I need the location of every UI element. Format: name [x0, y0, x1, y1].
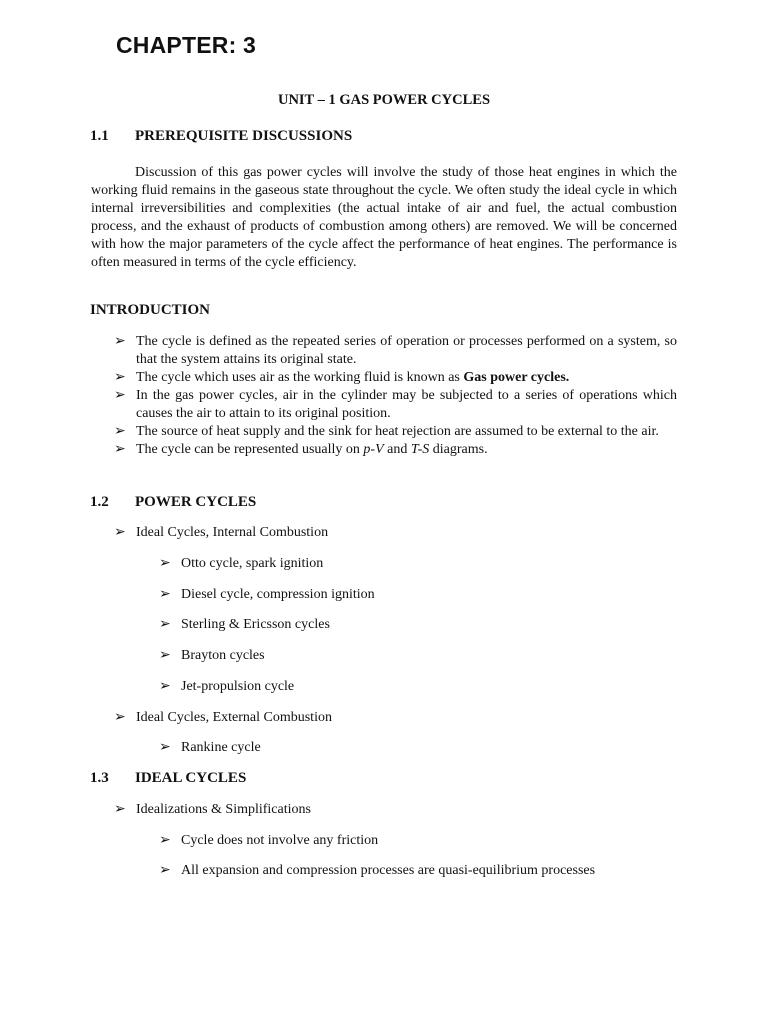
chapter-heading: CHAPTER: 3 — [116, 32, 257, 58]
arrow-bullet-icon: ➢ — [159, 833, 171, 848]
list-item-text: The cycle is defined as the repeated series of operation or processes performed on a system, so that the system attains its original state. — [136, 334, 677, 367]
arrow-bullet-icon: ➢ — [159, 556, 171, 571]
list-item-text: The cycle which uses air as the working fluid is known as — [136, 370, 464, 385]
list-item — [159, 616, 330, 634]
list-item-text: The cycle can be represented usually on — [136, 442, 364, 457]
list-item-text: diagrams. — [429, 442, 488, 457]
section-1-1-heading — [90, 128, 352, 145]
section-1-2-heading — [90, 494, 256, 511]
list-item — [114, 524, 328, 542]
arrow-bullet-icon: ➢ — [114, 424, 126, 439]
section-1-3-heading — [90, 770, 246, 787]
list-item — [114, 801, 311, 819]
arrow-bullet-icon: ➢ — [114, 388, 126, 403]
list-item-text: The source of heat supply and the sink for heat rejection are assumed to be external to the air. — [136, 424, 659, 439]
introduction-list — [114, 333, 677, 459]
arrow-bullet-icon: ➢ — [114, 334, 126, 349]
list-item — [159, 586, 375, 604]
list-item-text: Otto cycle, spark ignition — [181, 556, 324, 571]
list-item — [114, 423, 677, 441]
list-item — [159, 862, 595, 880]
list-item-text: In the gas power cycles, air in the cylinder may be subjected to a series of operations which causes the air to attain to its original position. — [136, 388, 677, 421]
list-item-text: Ideal Cycles, Internal Combustion — [136, 525, 329, 540]
section-number: 1.3 — [90, 770, 109, 786]
arrow-bullet-icon: ➢ — [159, 617, 171, 632]
list-item — [114, 333, 677, 369]
ts-term: T-S — [410, 442, 430, 457]
introduction-heading: INTRODUCTION — [90, 302, 211, 318]
list-item-text: Cycle does not involve any friction — [181, 833, 379, 848]
list-item-text: Diesel cycle, compression ignition — [181, 587, 375, 602]
section-number: 1.1 — [90, 128, 109, 144]
list-item — [159, 555, 323, 573]
list-item-text: Ideal Cycles, External Combustion — [136, 710, 332, 725]
gas-power-cycles-term: Gas power cycles. — [463, 370, 570, 385]
section-title: IDEAL CYCLES — [135, 770, 247, 786]
arrow-bullet-icon: ➢ — [114, 442, 126, 457]
arrow-bullet-icon: ➢ — [114, 802, 126, 817]
arrow-bullet-icon: ➢ — [114, 710, 126, 725]
list-item-text: and — [383, 442, 411, 457]
section-number: 1.2 — [90, 494, 109, 510]
list-item-text: Brayton cycles — [181, 648, 265, 663]
list-item — [159, 832, 378, 850]
list-item — [114, 369, 677, 387]
list-item-text: Idealizations & Simplifications — [136, 802, 311, 817]
arrow-bullet-icon: ➢ — [159, 648, 171, 663]
arrow-bullet-icon: ➢ — [159, 587, 171, 602]
arrow-bullet-icon: ➢ — [114, 525, 126, 540]
list-item-text: Sterling & Ericsson cycles — [181, 617, 330, 632]
list-item-text: All expansion and compression processes are quasi-equilibrium processes — [181, 863, 596, 878]
list-item — [159, 678, 294, 696]
section-title: PREREQUISITE DISCUSSIONS — [135, 128, 353, 144]
list-item-text: Jet-propulsion cycle — [181, 679, 295, 694]
list-item — [159, 739, 261, 757]
list-item — [159, 647, 265, 665]
section-title: POWER CYCLES — [135, 494, 257, 510]
arrow-bullet-icon: ➢ — [159, 863, 171, 878]
list-item — [114, 387, 677, 423]
arrow-bullet-icon: ➢ — [159, 740, 171, 755]
list-item-text: Rankine cycle — [181, 740, 261, 755]
list-item — [114, 441, 677, 459]
unit-title: UNIT – 1 GAS POWER CYCLES — [277, 92, 491, 108]
arrow-bullet-icon: ➢ — [159, 679, 171, 694]
pv-term: p-V — [363, 442, 384, 457]
prereq-paragraph: Discussion of this gas power cycles will involve the study of those heat engines in which the working fluid remains in the gaseous state throughout the cycle. We often study the ideal cycle in which internal irreversibilities and complexities (the actual intake of air and fuel, the actual combustion process, and the exhaust of products of combustion among others) are removed. We will be concerned with how the major parameters of the cycle affect the performance of heat engines. The performance is often measured in terms of the cycle efficiency. — [91, 165, 677, 270]
list-item — [114, 709, 332, 727]
arrow-bullet-icon: ➢ — [114, 370, 126, 385]
